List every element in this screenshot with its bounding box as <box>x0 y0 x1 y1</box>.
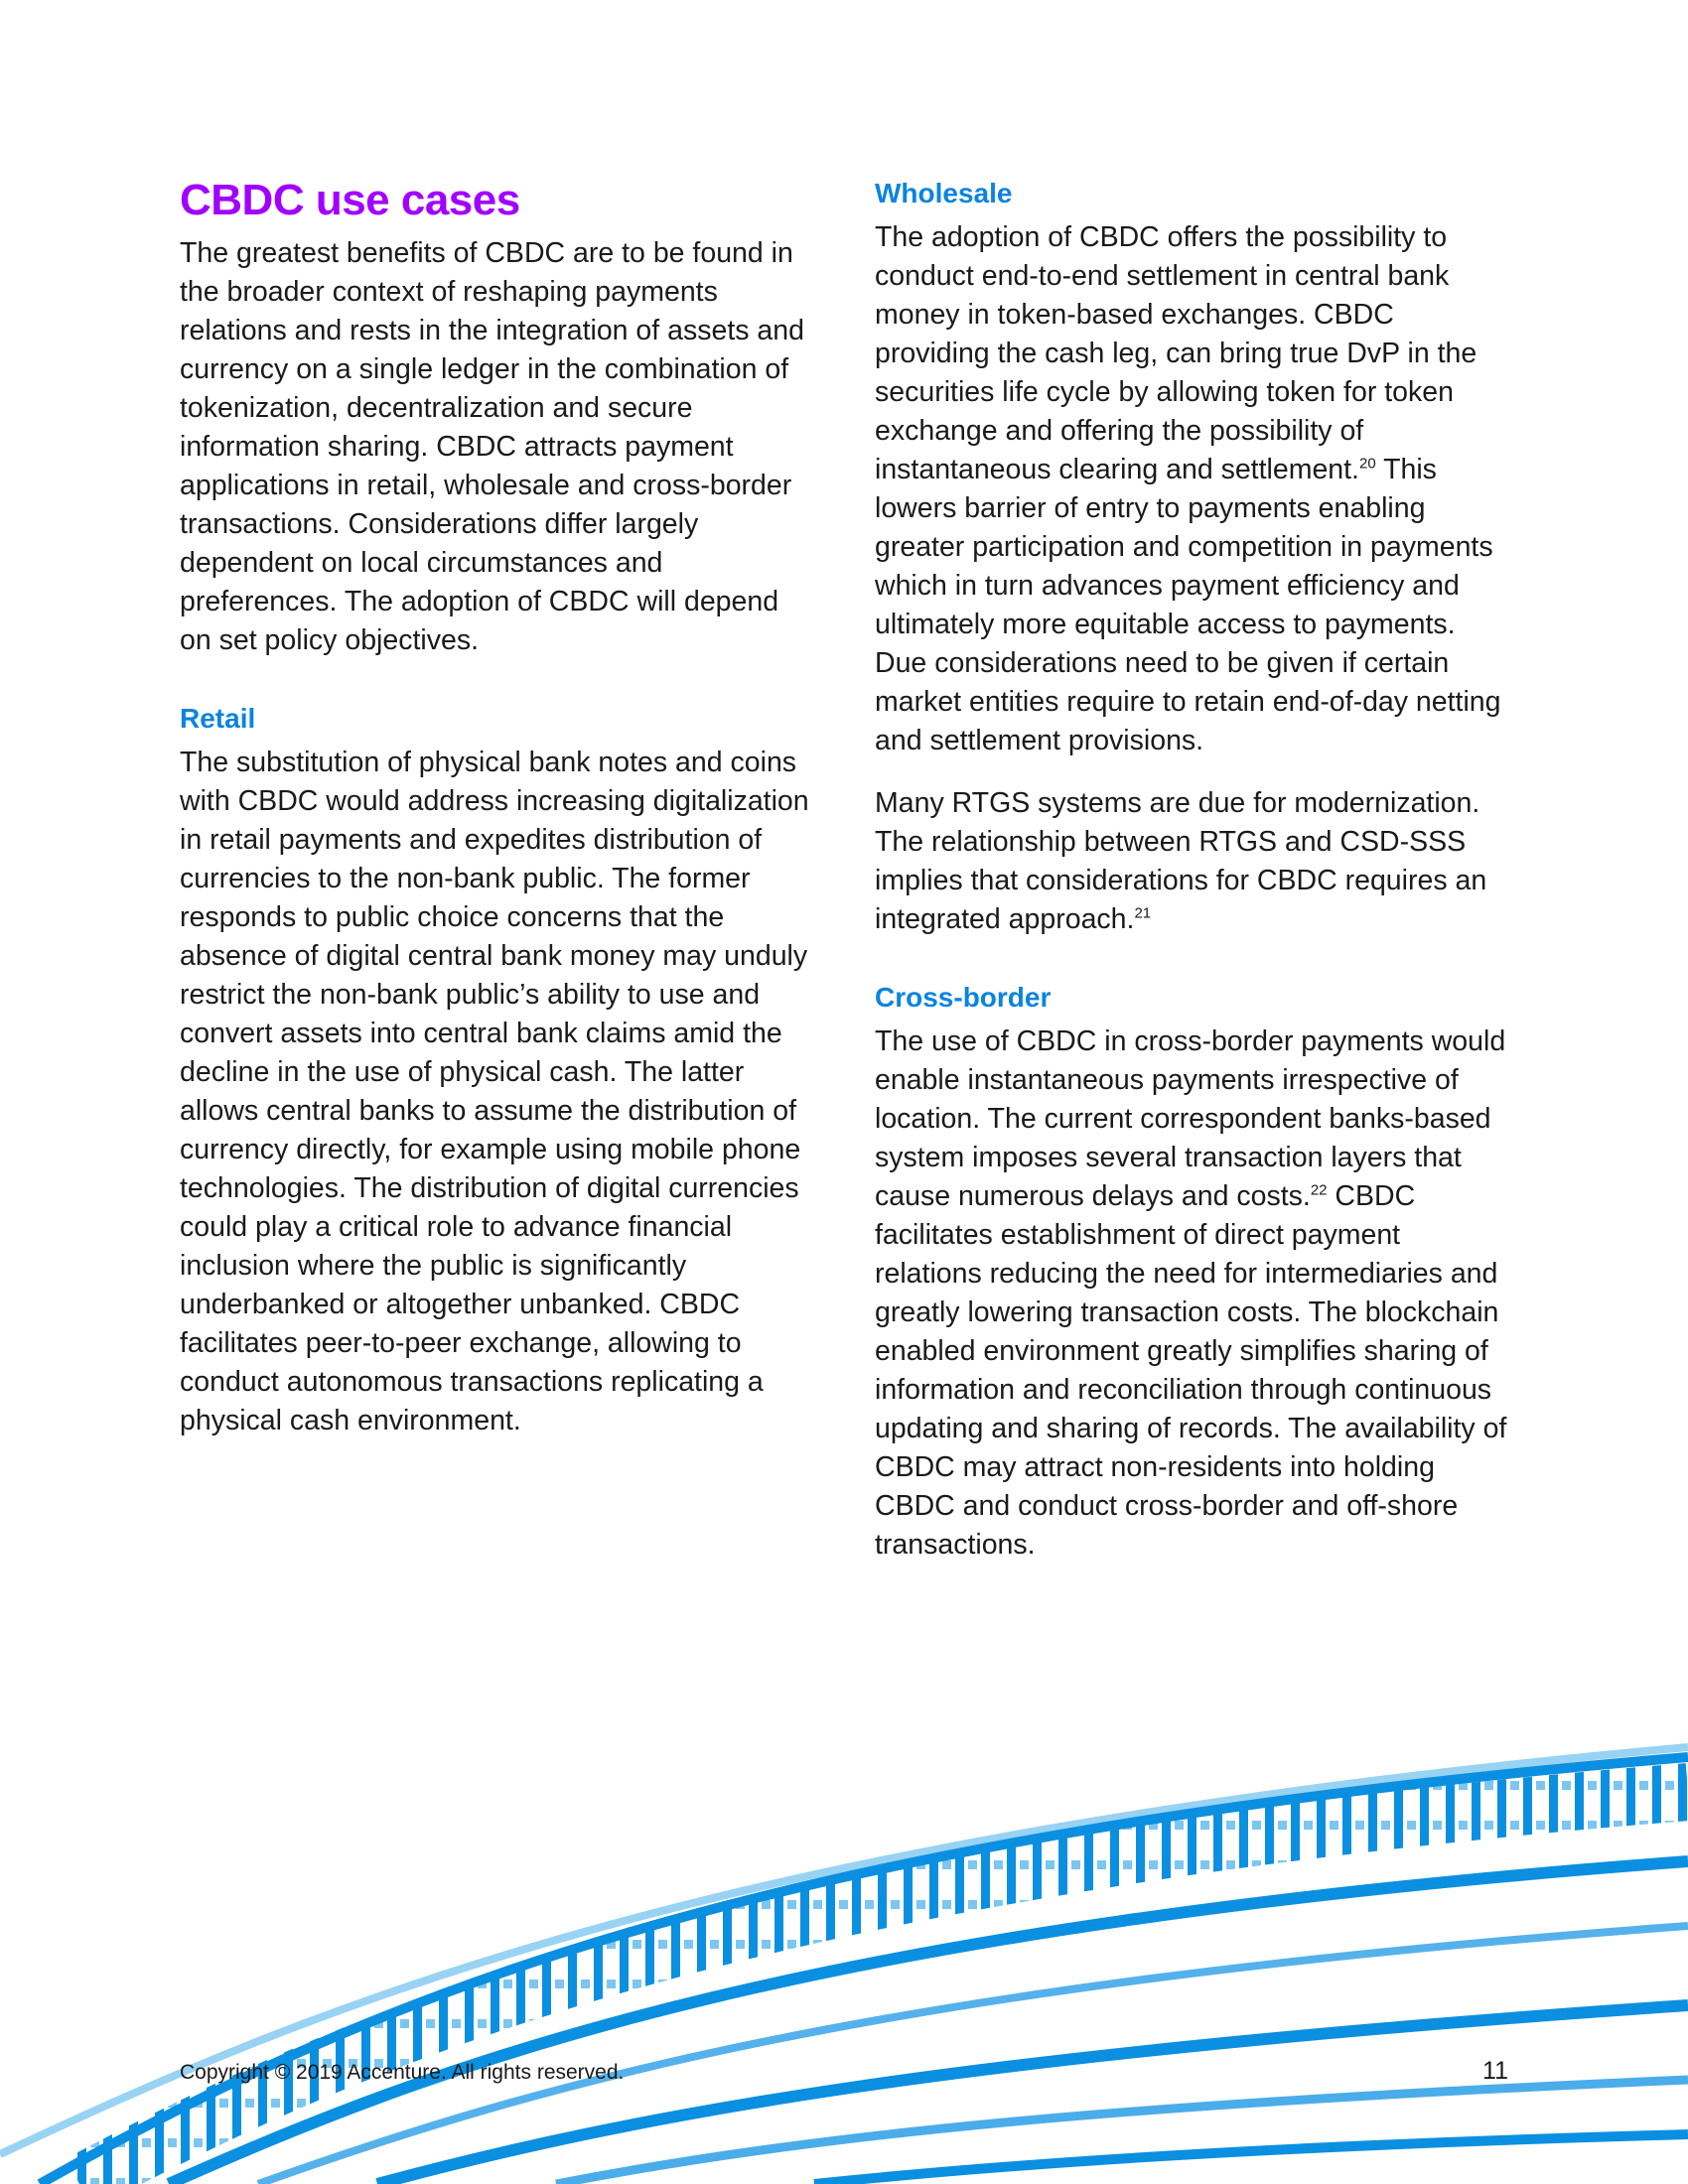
page-number: 11 <box>1482 2057 1508 2085</box>
intro-paragraph: The greatest benefits of CBDC are to be found in the broader context of reshaping payments relations and rests in the integration of assets and currency on a single ledger in the combination of tokenization, decentralization and secure information sharing. CBDC attracts payment applications in retail, wholesale and cross-border transactions. Considerations differ largely dependent on local circumstances and preferences. The adoption of CBDC will depend on set policy objectives. <box>180 237 804 656</box>
right-column <box>875 177 1510 1565</box>
wholesale-text-b: This lowers barrier of entry to payments enabling greater participation and competition in payments which in turn advances payment efficiency and ultimately more equitable access to payments. Due considerations need to be given if certain market entities require to retain end-of-day netting and settlement provisions. <box>875 454 1501 756</box>
wholesale-heading: Wholesale <box>875 178 1013 208</box>
left-column <box>180 177 815 1440</box>
cross-border-text-b: CBDC facilitates establishment of direct payment relations reducing the need for intermediaries and greatly lowering transaction costs. The blockchain enabled environment greatly simplifies sharing of information and reconciliation through continuous updating and sharing of records. The availability of CBDC may attract non-residents into holding CBDC and conduct cross-border and off-shore transactions. <box>875 1180 1507 1561</box>
decorative-coin-artwork <box>0 1688 1688 2184</box>
retail-heading: Retail <box>180 703 256 734</box>
retail-paragraph: The substitution of physical bank notes and coins with CBDC would address increasing digitalization in retail payments and expedites distribution of currencies to the non-bank public. The former responds to public choice concerns that the absence of digital central bank money may unduly restrict the non-bank public’s ability to use and convert assets into central bank claims amid the decline in the use of physical cash. The latter allows central banks to assume the distribution of currency directly, for example using mobile phone technologies. The distribution of digital currencies could play a critical role to advance financial inclusion where the public is significantly underbanked or altogether unbanked. CBDC facilitates peer-to-peer exchange, allowing to conduct autonomous transactions replicating a physical cash environment. <box>180 747 809 1436</box>
wholesale-paragraph-2 <box>875 784 1510 939</box>
footer-copyright: Copyright © 2019 Accenture. All rights reserved. <box>180 2061 625 2084</box>
wholesale-paragraph-1 <box>875 218 1510 760</box>
wholesale-text-c: Many RTGS systems are due for modernization. The relationship between RTGS and CSD-SSS implies that considerations for CBDC requires an integrated approach. <box>875 787 1487 935</box>
footnote-ref-20: 20 <box>1358 455 1376 473</box>
footnote-ref-22: 22 <box>1310 1181 1328 1199</box>
cross-border-heading: Cross-border <box>875 982 1052 1013</box>
cross-border-text-a: The use of CBDC in cross-border payments would enable instantaneous payments irrespective of location. The current correspondent banks-based system imposes several transaction layers that cause numerous delays and costs. <box>875 1025 1506 1212</box>
wholesale-text-a: The adoption of CBDC offers the possibility to conduct end-to-end settlement in central bank money in token-based exchanges. CBDC providing the cash leg, can bring true DvP in the securities life cycle by allowing token for token exchange and offering the possibility of instantaneous clearing and settlement. <box>875 221 1477 485</box>
cross-border-paragraph <box>875 1023 1510 1565</box>
footnote-ref-21: 21 <box>1134 904 1152 922</box>
page-title: CBDC use cases <box>180 176 520 224</box>
